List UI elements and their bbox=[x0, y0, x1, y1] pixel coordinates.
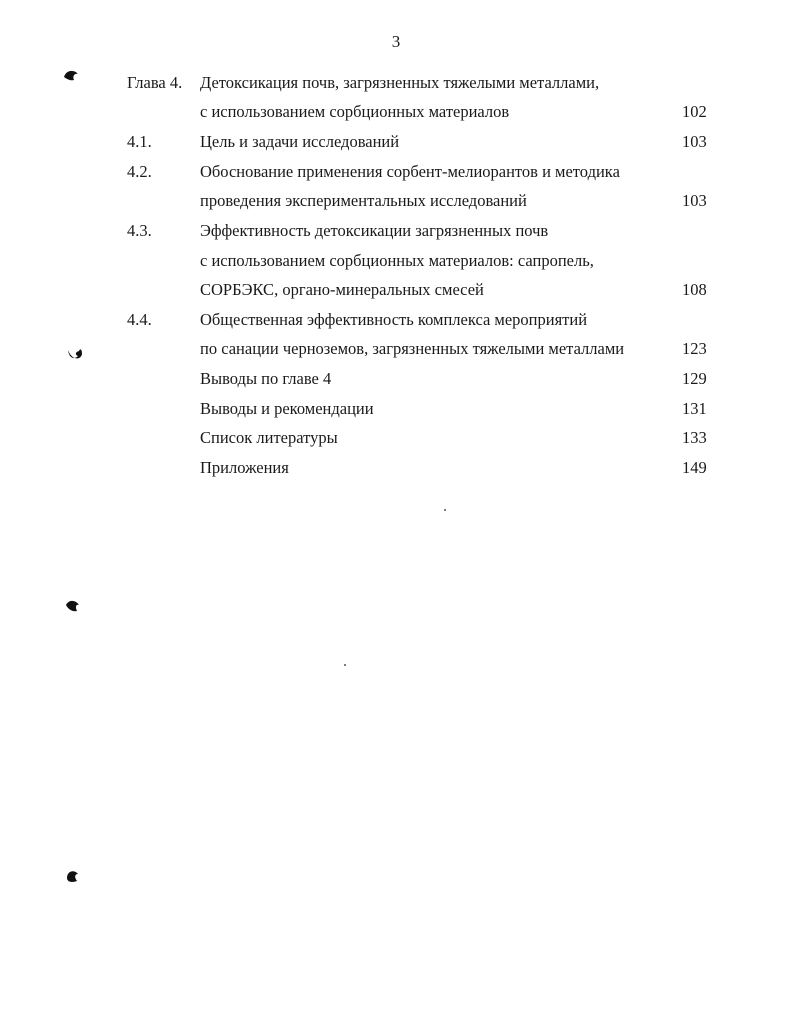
chapter-number: Глава 4. bbox=[127, 73, 183, 92]
toc-entry-title: Список литературы bbox=[200, 428, 338, 447]
toc-entry-page: 131 bbox=[682, 399, 707, 418]
section-number: 4.3. bbox=[127, 221, 152, 240]
page-number: 3 bbox=[391, 32, 401, 51]
toc-entry-title: Выводы по главе 4 bbox=[200, 369, 332, 388]
section-number: 4.1. bbox=[127, 132, 152, 151]
chapter-title-line: Детоксикация почв, загрязненных тяжелыми металлами, bbox=[200, 73, 600, 92]
toc-entry-title: Выводы и рекомендации bbox=[200, 399, 374, 418]
section-number: 4.4. bbox=[127, 310, 152, 329]
section-page: 108 bbox=[682, 280, 707, 299]
chapter-title-line: с использованием сорбционных материалов bbox=[200, 102, 510, 121]
section-page: 123 bbox=[682, 339, 707, 358]
section-title-line: по санации черноземов, загрязненных тяжелыми металлами bbox=[200, 339, 625, 358]
section-page: 103 bbox=[682, 191, 707, 210]
section-title-line: Общественная эффективность комплекса мероприятий bbox=[200, 310, 588, 329]
toc-entry-page: 149 bbox=[682, 458, 707, 477]
toc-entry-title: Приложения bbox=[200, 458, 289, 477]
section-number: 4.2. bbox=[127, 162, 152, 181]
section-title-line: Эффективность детоксикации загрязненных почв bbox=[200, 221, 549, 240]
toc-entry-page: 129 bbox=[682, 369, 707, 388]
chapter-page: 102 bbox=[682, 102, 707, 121]
section-title-line: Цель и задачи исследований bbox=[200, 132, 400, 151]
section-title-line: Обоснование применения сорбент-мелиорантов и методика bbox=[200, 162, 620, 181]
section-page: 103 bbox=[682, 132, 707, 151]
section-title-line: проведения экспериментальных исследований bbox=[200, 191, 527, 210]
section-title-line: с использованием сорбционных материалов: сапропель, bbox=[200, 251, 594, 270]
section-title-line: СОРБЭКС, органо-минеральных смесей bbox=[200, 280, 484, 299]
toc-entry-page: 133 bbox=[682, 428, 707, 447]
